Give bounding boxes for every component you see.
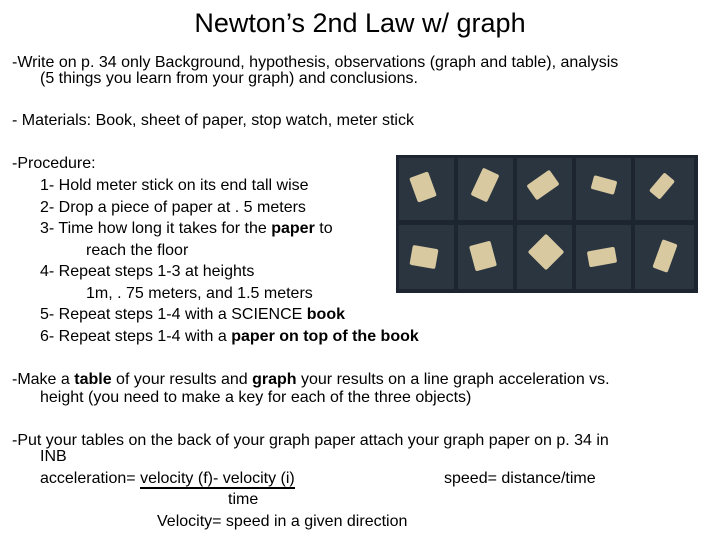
table-note-text-3: your results on a line graph acceleration vs. — [296, 371, 610, 388]
table-note-text-2: of your results and — [111, 371, 253, 388]
photo-cell — [576, 225, 631, 289]
paper-piece — [587, 247, 617, 268]
procedure-step-4-cont: 1m, . 75 meters, and 1.5 meters — [86, 285, 313, 302]
procedure-step-5 — [40, 304, 345, 325]
paper-piece — [652, 239, 677, 273]
procedure-step-4: 4- Repeat steps 1-3 at heights — [40, 263, 255, 280]
photo-cell — [635, 225, 694, 289]
slide-title: Newton’s 2nd Law w/ graph — [194, 8, 526, 38]
step-3-text: 3- Time how long it takes for the — [40, 220, 272, 237]
procedure-step-6 — [40, 326, 419, 347]
falling-paper-photo-grid — [396, 155, 698, 293]
write-line-2: (5 things you learn from your graph) and conclusions. — [40, 70, 418, 87]
write-line-1: -Write on p. 34 only Background, hypothesis, observations (graph and table), analysis — [12, 54, 619, 71]
procedure-step-3 — [40, 218, 333, 239]
step-3-text-end: to — [314, 220, 333, 237]
acceleration-label: acceleration= — [40, 470, 141, 487]
table-note-bold-graph: graph — [252, 371, 297, 388]
put-note-line-2: INB — [40, 448, 67, 465]
procedure-step-2: 2- Drop a piece of paper at . 5 meters — [40, 199, 306, 216]
materials-line: - Materials: Book, sheet of paper, stop watch, meter stick — [12, 112, 414, 129]
paper-piece — [471, 168, 500, 203]
table-note-text: -Make a — [12, 371, 75, 388]
put-note-line-1: -Put your tables on the back of your graph paper attach your graph paper on p. 34 in — [12, 432, 609, 449]
photo-cell — [517, 158, 572, 220]
procedure-step-3-cont: reach the floor — [86, 242, 189, 259]
step-3-bold: paper — [271, 220, 315, 237]
step-5-text: 5- Repeat steps 1-4 with a SCIENCE — [40, 306, 307, 323]
acceleration-denominator: time — [228, 491, 259, 508]
procedure-heading: -Procedure: — [12, 155, 96, 172]
step-5-bold: book — [306, 306, 345, 323]
paper-piece — [469, 241, 497, 272]
paper-piece — [526, 170, 559, 201]
paper-piece — [591, 175, 618, 195]
acceleration-numerator: velocity (f)- velocity (i) — [140, 470, 295, 487]
paper-piece — [409, 245, 438, 269]
photo-cell — [458, 158, 513, 220]
photo-cell — [399, 158, 454, 220]
velocity-definition: Velocity= speed in a given direction — [157, 513, 408, 530]
photo-cell — [458, 225, 513, 289]
table-note-bold-table: table — [74, 371, 112, 388]
acceleration-formula — [40, 468, 295, 489]
paper-piece — [649, 172, 675, 199]
paper-piece — [528, 234, 565, 271]
photo-cell — [399, 225, 454, 289]
procedure-step-1: 1- Hold meter stick on its end tall wise — [40, 177, 309, 194]
photo-cell — [576, 158, 631, 220]
step-6-bold: paper on top of the book — [231, 328, 419, 345]
step-6-text: 6- Repeat steps 1-4 with a — [40, 328, 232, 345]
table-note-line-2: height (you need to make a key for each of the three objects) — [40, 389, 472, 406]
paper-piece — [409, 171, 437, 202]
speed-formula: speed= distance/time — [444, 470, 596, 487]
photo-cell — [517, 225, 572, 289]
photo-cell — [635, 158, 694, 220]
